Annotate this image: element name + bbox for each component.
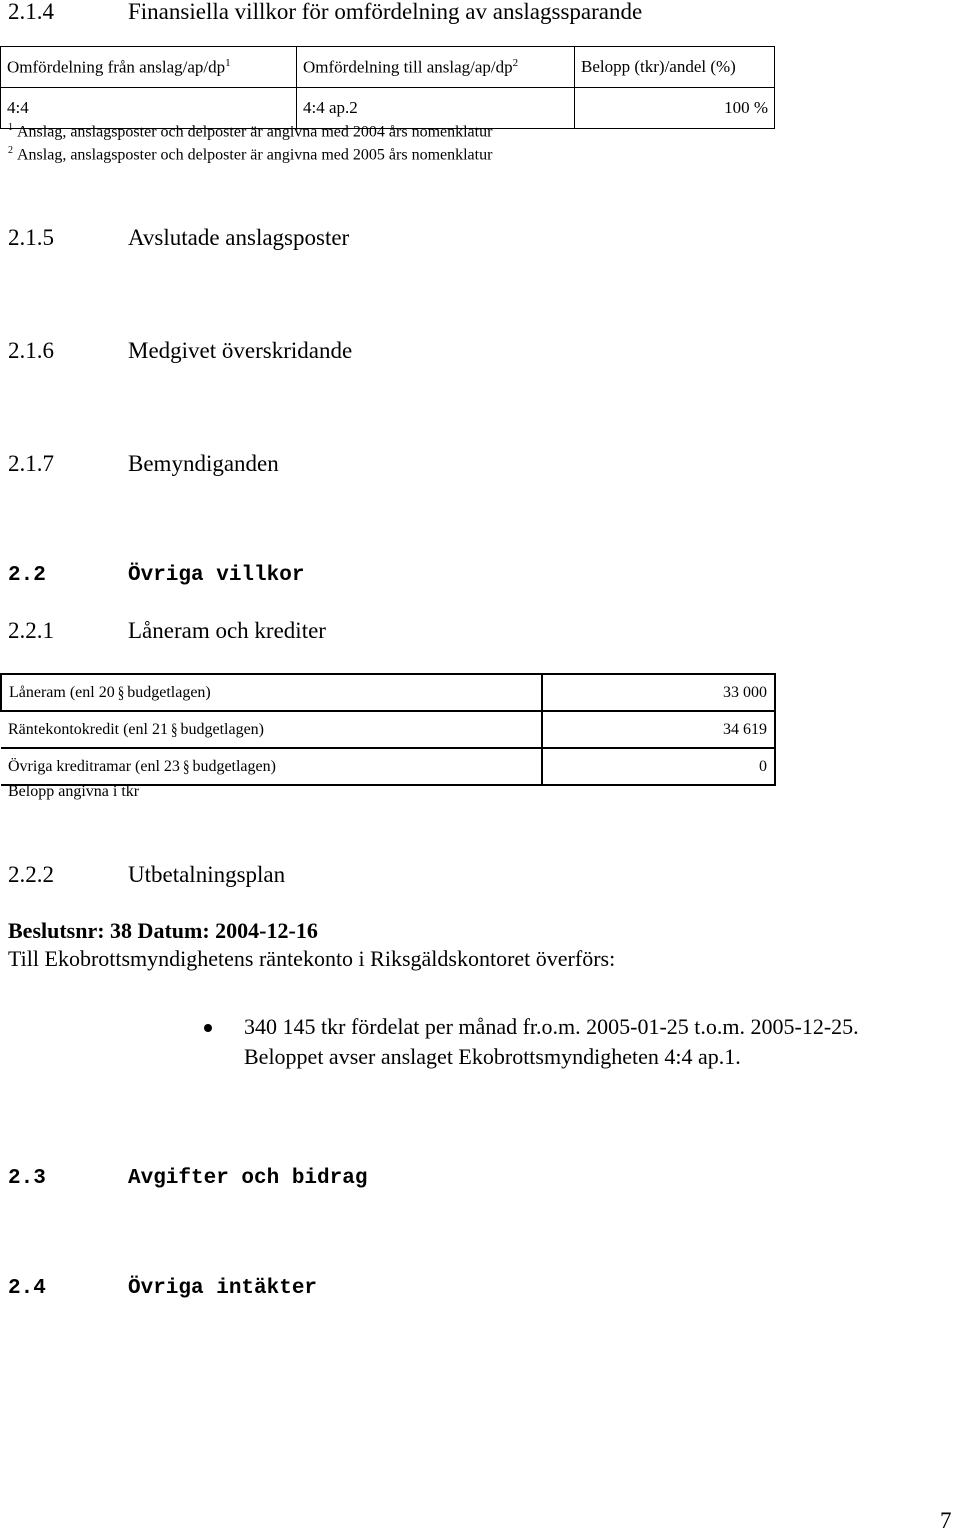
footnote-mark: 2 bbox=[512, 56, 519, 69]
heading-number: 2.1.6 bbox=[8, 338, 54, 363]
table-header-row bbox=[1, 47, 775, 88]
heading-title: Medgivet överskridande bbox=[128, 338, 353, 363]
heading-2-1-5 bbox=[8, 225, 349, 251]
heading-2-3 bbox=[8, 1167, 367, 1190]
footnote-text: Anslag, anslagsposter och delposter är angivna med 2004 års nomenklatur bbox=[17, 123, 493, 141]
page-number: 7 bbox=[940, 1508, 952, 1533]
heading-2-1-4 bbox=[8, 0, 642, 25]
heading-number: 2.2.2 bbox=[8, 862, 54, 887]
credit-label-text: budgetlagen) bbox=[180, 720, 264, 738]
heading-number: 2.1.5 bbox=[8, 225, 54, 250]
footnote-2 bbox=[8, 145, 492, 164]
credit-table bbox=[0, 673, 776, 786]
heading-2-2-1 bbox=[8, 618, 326, 644]
credit-label-text: budgetlagen) bbox=[127, 683, 211, 701]
heading-2-2-2 bbox=[8, 862, 285, 888]
header-from bbox=[1, 47, 297, 88]
heading-title: Finansiella villkor för omfördelning av anslagssparande bbox=[128, 0, 643, 24]
table-row bbox=[1, 748, 775, 785]
heading-title: Övriga intäkter bbox=[128, 1277, 318, 1300]
table-row bbox=[1, 674, 775, 711]
heading-title: Bemyndiganden bbox=[128, 451, 279, 476]
bullet-line-2: Beloppet avser anslaget Ekobrottsmyndigheten 4:4 ap.1. bbox=[244, 1044, 741, 1069]
heading-title: Avgifter och bidrag bbox=[128, 1167, 368, 1190]
heading-title: Övriga villkor bbox=[128, 564, 305, 587]
heading-2-2 bbox=[8, 564, 304, 587]
heading-number: 2.1.7 bbox=[8, 451, 54, 476]
section-sign: § bbox=[170, 719, 178, 739]
cell-amount: 100 % bbox=[575, 88, 775, 129]
bullet-icon bbox=[204, 1024, 212, 1032]
heading-title: Avslutade anslagsposter bbox=[128, 225, 350, 250]
decision-line: Beslutsnr: 38 Datum: 2004-12-16 bbox=[8, 918, 318, 943]
credit-label bbox=[1, 748, 542, 785]
credit-value: 33 000 bbox=[542, 674, 775, 711]
heading-2-4 bbox=[8, 1277, 317, 1300]
credit-label-text: budgetlagen) bbox=[192, 757, 276, 775]
table-row bbox=[1, 711, 775, 748]
credit-value: 0 bbox=[542, 748, 775, 785]
credit-value: 34 619 bbox=[542, 711, 775, 748]
heading-number: 2.3 bbox=[8, 1167, 46, 1190]
heading-2-1-7 bbox=[8, 451, 279, 477]
heading-number: 2.2 bbox=[8, 564, 46, 587]
heading-title: Utbetalningsplan bbox=[128, 862, 286, 887]
heading-number: 2.1.4 bbox=[8, 0, 54, 24]
footnote-mark: 1 bbox=[8, 122, 13, 133]
section-sign: § bbox=[117, 682, 125, 702]
section-sign: § bbox=[182, 756, 190, 776]
footnote-mark: 1 bbox=[225, 56, 231, 69]
bullet-line-1: 340 145 tkr fördelat per månad fr.o.m. 2005-01-25 t.o.m. 2005-12-25. bbox=[244, 1014, 859, 1039]
credit-label bbox=[1, 674, 542, 711]
heading-number: 2.4 bbox=[8, 1277, 46, 1300]
heading-2-1-6 bbox=[8, 338, 352, 364]
cell-to: 4:4 ap.2 bbox=[297, 88, 575, 129]
credit-label-text: Låneram (enl 20 bbox=[9, 683, 115, 701]
transfer-intro: Till Ekobrottsmyndighetens räntekonto i Riksgäldskontoret överförs: bbox=[8, 946, 616, 971]
cell-from: 4:4 bbox=[1, 88, 297, 129]
footnote-mark: 2 bbox=[8, 145, 13, 156]
footnote-text: Anslag, anslagsposter och delposter är angivna med 2005 års nomenklatur bbox=[17, 146, 493, 164]
credit-label-text: Räntekontokredit (enl 21 bbox=[8, 720, 168, 738]
header-to-label: Omfördelning till anslag/ap/dp bbox=[303, 57, 513, 77]
heading-title: Låneram och krediter bbox=[128, 618, 326, 643]
header-from-label: Omfördelning från anslag/ap/dp bbox=[7, 57, 226, 77]
header-amount: Belopp (tkr)/andel (%) bbox=[575, 47, 775, 88]
credit-label bbox=[1, 711, 542, 748]
redistribution-table bbox=[0, 46, 775, 129]
heading-number: 2.2.1 bbox=[8, 618, 54, 643]
header-to bbox=[297, 47, 575, 88]
credit-label-text: Övriga kreditramar (enl 23 bbox=[8, 757, 180, 775]
credit-note: Belopp angivna i tkr bbox=[8, 783, 140, 800]
footnote-1 bbox=[8, 122, 492, 141]
